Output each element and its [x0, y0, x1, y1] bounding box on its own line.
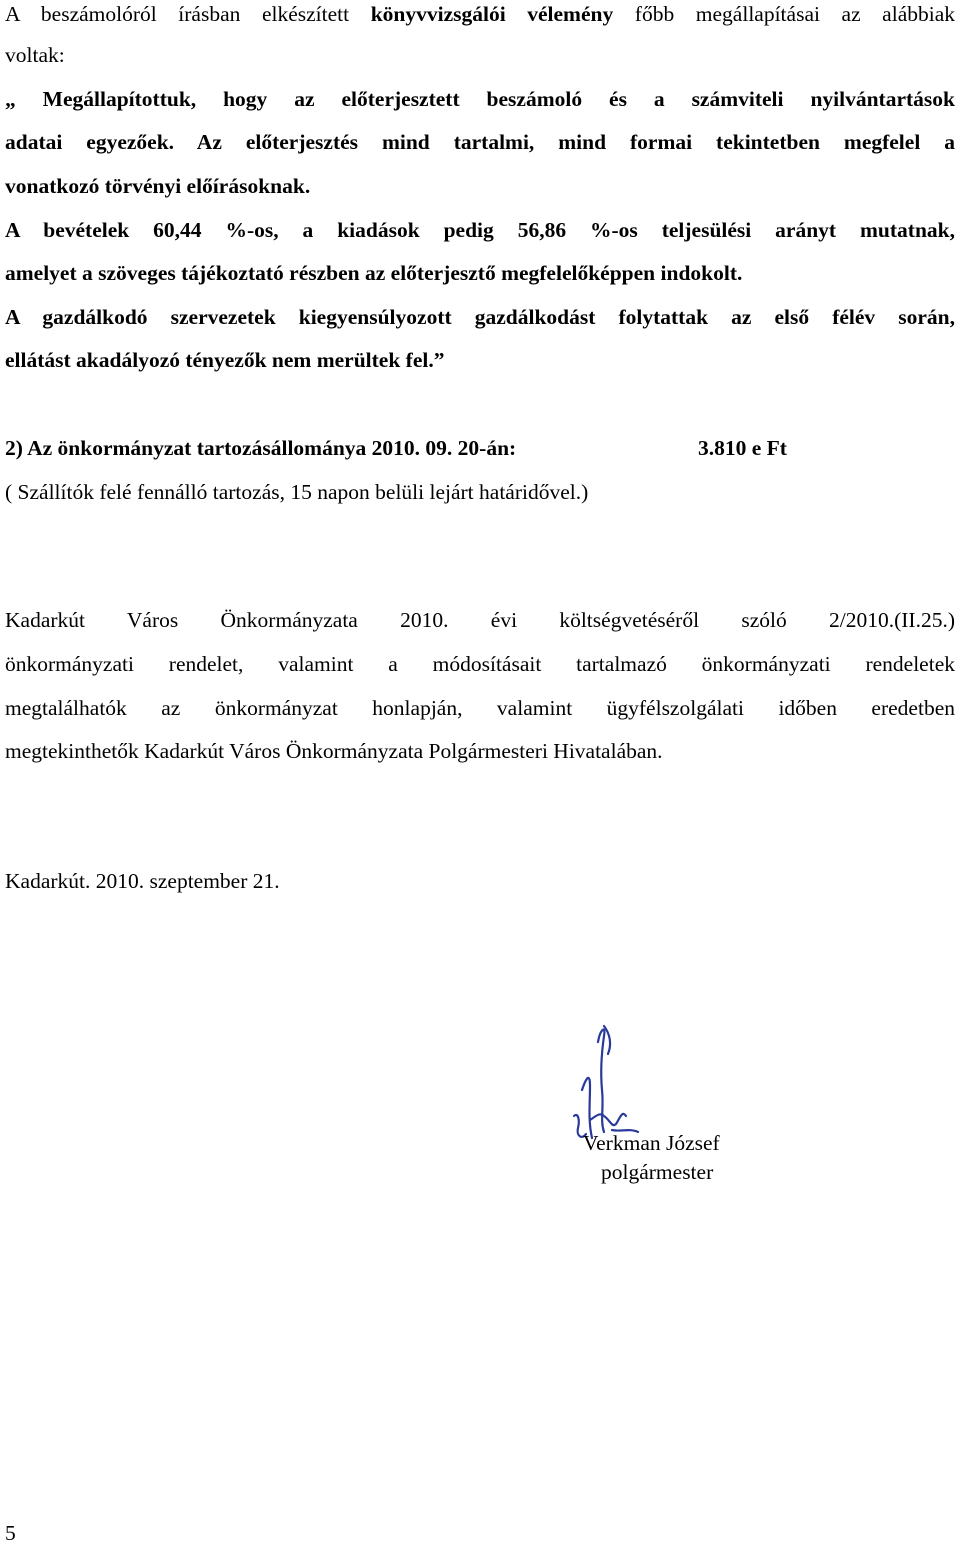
audit-intro-suffix: főbb megállapításai az alábbiak — [613, 2, 956, 26]
audit-quote-line-2: adatai egyezőek. Az előterjesztés mind tartalmi, mind formai tekintetben megfelel a — [5, 130, 955, 154]
signatory-name: Verkman József — [583, 1131, 720, 1155]
budget-line-2: önkormányzati rendelet, valamint a módosításait tartalmazó önkormányzati rendeletek — [5, 652, 955, 676]
audit-intro-line-2: voltak: — [5, 43, 65, 67]
budget-line-4: megtekinthetők Kadarkút Város Önkormányzata Polgármesteri Hivatalában. — [5, 739, 663, 763]
signatory-title: polgármester — [601, 1160, 714, 1184]
audit-quote-line-3: vonatkozó törvényi előírásoknak. — [5, 174, 311, 198]
debt-note: ( Szállítók felé fennálló tartozás, 15 napon belüli lejárt határidővel.) — [5, 480, 589, 504]
page-number: 5 — [5, 1521, 16, 1545]
audit-intro-line — [5, 0, 955, 28]
audit-opinion-emphasis: könyvvizsgálói vélemény — [370, 2, 614, 26]
audit-quote-line-5: amelyet a szöveges tájékoztató részben az előterjesztő megfelelőképpen indokolt. — [5, 261, 743, 285]
debt-amount: 3.810 e Ft — [698, 436, 787, 460]
place-date: Kadarkút. 2010. szeptember 21. — [5, 869, 280, 893]
audit-quote-line-7: ellátást akadályozó tényezők nem merültek fel.” — [5, 348, 445, 372]
audit-quote-line-6: A gazdálkodó szervezetek kiegyensúlyozott gazdálkodást folytattak az első félév során, — [5, 305, 955, 329]
audit-quote-line-4: A bevételek 60,44 %-os, a kiadások pedig 56,86 %-os teljesülési arányt mutatnak, — [5, 218, 955, 242]
signature-block — [560, 1020, 780, 1210]
audit-intro-text: A beszámolóról írásban elkészített — [5, 2, 371, 26]
budget-line-1: Kadarkút Város Önkormányzata 2010. évi költségvetéséről szóló 2/2010.(II.25.) — [5, 608, 955, 632]
audit-quote-line-1: „ Megállapítottuk, hogy az előterjesztett beszámoló és a számviteli nyilvántartások — [5, 87, 955, 111]
budget-line-3: megtalálhatók az önkormányzat honlapján, valamint ügyfélszolgálati időben eredetben — [5, 696, 955, 720]
debt-heading: 2) Az önkormányzat tartozásállománya 2010. 09. 20-án: — [5, 436, 517, 460]
